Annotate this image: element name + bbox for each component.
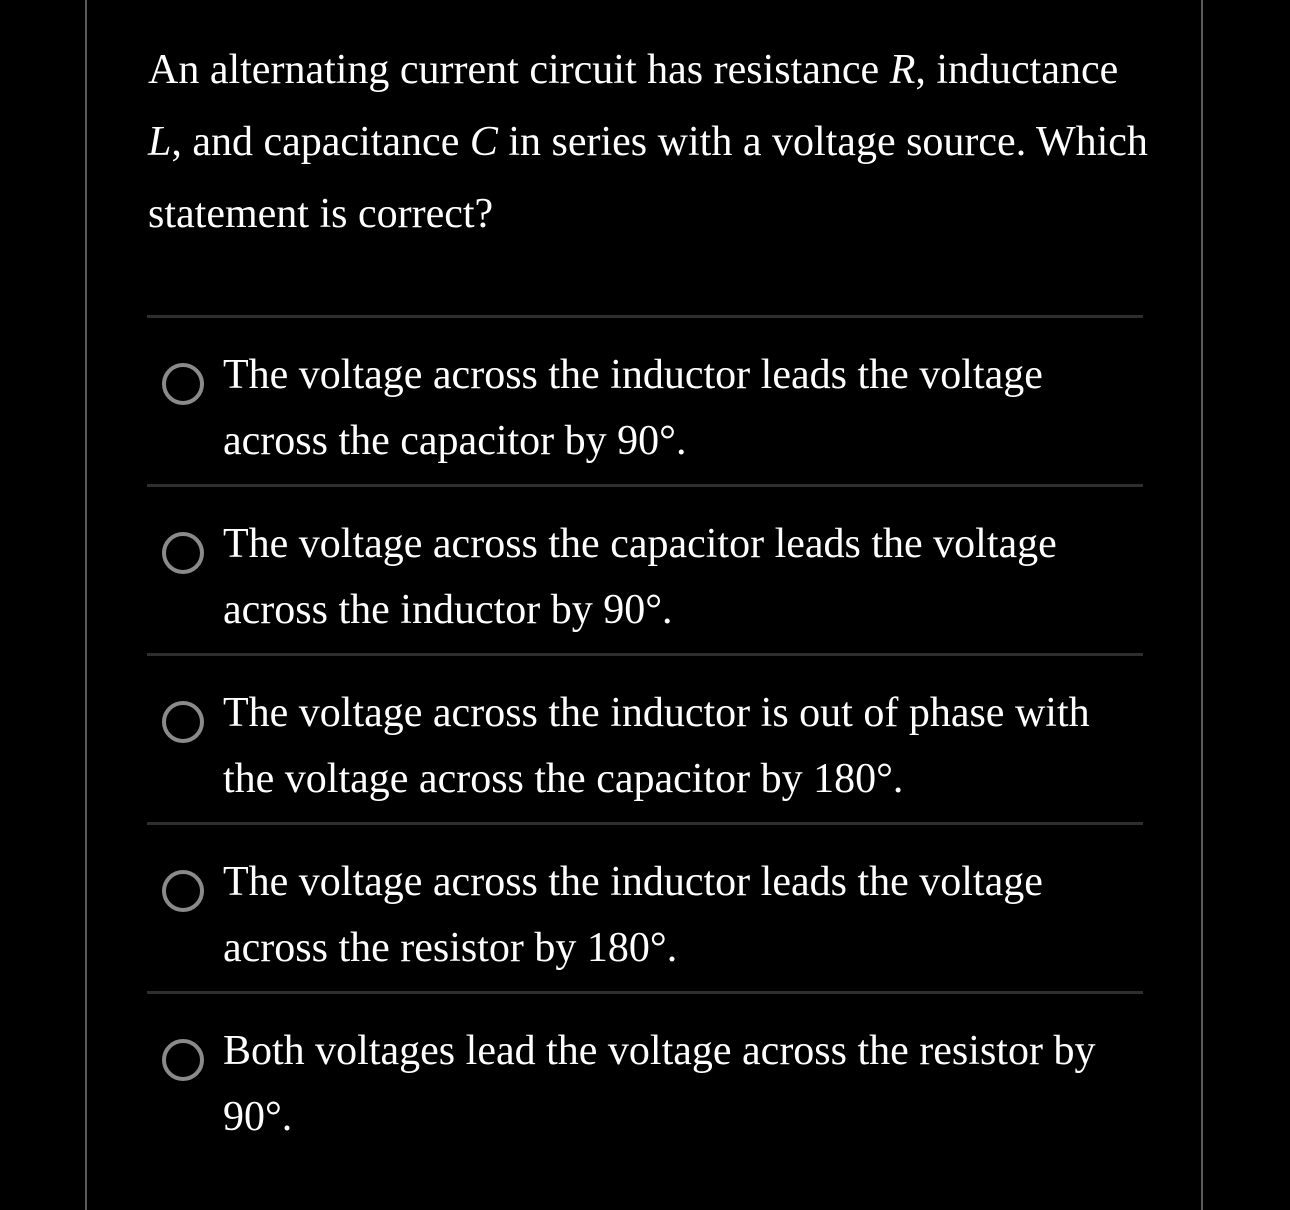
radio-button-4[interactable] (162, 870, 204, 912)
answer-option-3[interactable] (147, 653, 1143, 822)
variable-l: L (148, 119, 172, 165)
question-part-1: An alternating current circuit has resistance (148, 47, 890, 93)
variable-c: C (469, 119, 498, 165)
question-part-3: , and capacitance (171, 119, 470, 165)
radio-button-1[interactable] (162, 363, 204, 405)
question-part-2: , inductance (915, 47, 1119, 93)
answer-option-1[interactable] (147, 315, 1143, 484)
radio-button-5[interactable] (162, 1039, 204, 1081)
answer-option-2[interactable] (147, 484, 1143, 653)
answer-option-4-label: The voltage across the inductor leads the voltage across the resistor by 180°. (223, 859, 1043, 971)
radio-button-2[interactable] (162, 532, 204, 574)
answer-option-1-label: The voltage across the inductor leads the voltage across the capacitor by 90°. (223, 352, 1043, 464)
answer-option-3-label: The voltage across the inductor is out of phase with the voltage across the capacitor by 180°. (223, 690, 1090, 802)
question-text (148, 34, 1148, 250)
question-part-4: in series with a voltage source. Which statement is correct? (148, 119, 1148, 237)
answer-option-2-label: The voltage across the capacitor leads the voltage across the inductor by 90°. (223, 521, 1057, 633)
variable-r: R (889, 47, 916, 93)
answer-option-5-label: Both voltages lead the voltage across the resistor by 90°. (223, 1028, 1096, 1140)
answer-option-5[interactable] (147, 991, 1143, 1160)
answer-option-4[interactable] (147, 822, 1143, 991)
radio-button-3[interactable] (162, 701, 204, 743)
answer-options (147, 315, 1143, 1160)
